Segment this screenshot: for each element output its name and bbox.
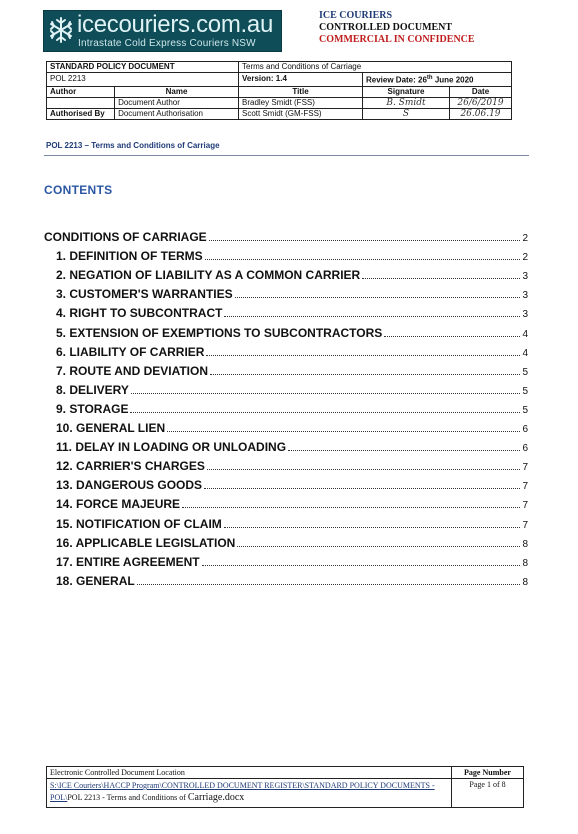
confidentiality-label: COMMERCIAL IN CONFIDENCE — [319, 34, 475, 45]
toc-entry[interactable] — [56, 573, 528, 588]
footer-table — [46, 766, 524, 808]
toc-entry-title: 4. RIGHT TO SUBCONTRACT — [56, 306, 223, 321]
toc-leader-dots — [131, 393, 521, 394]
toc-leader-dots — [209, 240, 521, 241]
toc-entry-title: 3. CUSTOMER'S WARRANTIES — [56, 287, 233, 302]
row2-role: Authorised By — [47, 108, 115, 119]
toc-leader-dots — [206, 355, 520, 356]
toc-entry-page: 7 — [522, 462, 528, 474]
toc-entry[interactable] — [56, 554, 528, 569]
toc-leader-dots — [204, 488, 520, 489]
toc-entry-title: 10. GENERAL LIEN — [56, 421, 166, 435]
row1-title: Bradley Smidt (FSS) — [239, 97, 363, 108]
toc-entry[interactable] — [56, 382, 528, 397]
toc-entry[interactable] — [44, 229, 528, 244]
toc-leader-dots — [167, 431, 520, 432]
doc-code-cell: POL 2213 — [47, 73, 239, 87]
logo-brand-text: icecouriers.com.au — [77, 11, 274, 38]
toc-entry-page: 7 — [522, 481, 528, 493]
toc-leader-dots — [224, 316, 520, 317]
toc-entry-page: 4 — [522, 328, 528, 340]
toc-entry-page: 8 — [522, 557, 528, 569]
toc-entry-page: 5 — [522, 404, 528, 416]
toc-entry[interactable] — [56, 401, 528, 416]
toc-entry-title: 7. ROUTE AND DEVIATION — [56, 363, 209, 378]
toc-entry-page: 6 — [522, 424, 528, 435]
row2-signature: S — [363, 108, 450, 119]
footer-page-number-label: Page Number — [452, 767, 524, 779]
toc-entry[interactable] — [56, 286, 528, 301]
review-date-ordinal: th — [426, 75, 433, 81]
col-signature: Signature — [363, 86, 450, 97]
toc-entry[interactable] — [56, 496, 528, 511]
document-classification: CONTROLLED DOCUMENT — [319, 22, 453, 33]
toc-entry-title: 16. APPLICABLE LEGISLATION — [56, 535, 236, 550]
toc-entry-page: 3 — [522, 271, 528, 283]
footer-location-label: Electronic Controlled Document Location — [47, 767, 452, 779]
version-cell: Version: 1.4 — [239, 73, 363, 87]
toc-entry[interactable] — [56, 535, 528, 550]
toc-leader-dots — [182, 507, 520, 508]
toc-leader-dots — [202, 565, 521, 566]
row1-date: 26/6/2019 — [450, 97, 512, 108]
toc-leader-dots — [205, 259, 521, 260]
document-path-link[interactable]: S:\ICE Couriers\HACCP Program\CONTROLLED DOCUMENT REGISTER\STANDARD POLICY DOCUMENTS - POL\ — [50, 781, 435, 802]
toc-entry-title: 18. GENERAL — [56, 573, 135, 588]
row1-name: Document Author — [115, 97, 239, 108]
toc-entry-page: 6 — [522, 443, 528, 455]
toc-entry[interactable] — [56, 248, 528, 263]
toc-entry-title: 14. FORCE MAJEURE — [56, 497, 181, 512]
toc-entry-title: 8. DELIVERY — [56, 382, 129, 397]
toc-entry-page: 7 — [522, 500, 528, 512]
toc-entry[interactable] — [56, 325, 528, 340]
company-name: ICE COURIERS — [319, 10, 393, 21]
toc-entry[interactable] — [56, 477, 528, 492]
document-file-suffix: Carriage.docx — [187, 792, 245, 803]
col-title: Title — [239, 86, 363, 97]
toc-leader-dots — [130, 412, 520, 413]
toc-entry-title: 17. ENTIRE AGREEMENT — [56, 554, 200, 569]
toc-entry-page: 7 — [522, 519, 528, 531]
running-header: POL 2213 – Terms and Conditions of Carriage — [46, 141, 220, 150]
toc-leader-dots — [362, 278, 520, 279]
toc-leader-dots — [288, 450, 520, 451]
toc-entry[interactable] — [56, 305, 528, 320]
toc-entry[interactable] — [56, 363, 528, 378]
toc-entry-page: 5 — [522, 366, 528, 378]
toc-entry-page: 5 — [522, 385, 528, 397]
col-author: Author — [47, 86, 115, 97]
toc-entry[interactable] — [56, 267, 528, 282]
doc-title-cell: Terms and Conditions of Carriage — [239, 62, 512, 73]
toc-entry-page: 2 — [522, 233, 528, 244]
toc-leader-dots — [207, 469, 521, 470]
toc-entry-page: 2 — [522, 252, 528, 264]
doc-type-cell: STANDARD POLICY DOCUMENT — [47, 62, 239, 73]
toc-entry-title: 1. DEFINITION OF TERMS — [56, 249, 203, 264]
review-date-prefix: Review Date: 26 — [366, 75, 427, 85]
toc-entry-page: 8 — [522, 576, 528, 588]
toc-entry-title: 5. EXTENSION OF EXEMPTIONS TO SUBCONTRACTORS — [56, 325, 383, 340]
toc-leader-dots — [384, 336, 520, 337]
toc-entry-page: 3 — [522, 309, 528, 321]
row2-title: Scott Smidt (GM-FSS) — [239, 108, 363, 119]
toc-entry-title: 12. CARRIER'S CHARGES — [56, 459, 205, 474]
toc-entry-title: 2. NEGATION OF LIABILITY AS A COMMON CARRIER — [56, 268, 361, 283]
toc-leader-dots — [137, 584, 521, 585]
contents-heading: CONTENTS — [44, 183, 113, 197]
toc-leader-dots — [224, 527, 521, 528]
toc-entry-page: 4 — [522, 347, 528, 359]
footer-page-number: Page 1 of 8 — [452, 779, 524, 808]
review-date-suffix: June 2020 — [432, 75, 474, 85]
toc-entry[interactable] — [56, 344, 528, 359]
toc-entry[interactable] — [56, 420, 528, 435]
toc-leader-dots — [237, 546, 520, 547]
toc-entry-title: 11. DELAY IN LOADING OR UNLOADING — [56, 440, 287, 455]
toc-entry-title: 6. LIABILITY OF CARRIER — [56, 344, 205, 359]
toc-leader-dots — [235, 297, 521, 298]
toc-entry-title: 9. STORAGE — [56, 401, 129, 416]
document-file-prefix: POL 2213 - Terms and Conditions of — [67, 793, 188, 802]
row1-signature: B. Smidt — [363, 97, 450, 108]
toc-entry-title: CONDITIONS OF CARRIAGE — [44, 230, 207, 244]
toc-entry-title: 15. NOTIFICATION OF CLAIM — [56, 516, 222, 531]
toc-entry-page: 3 — [522, 290, 528, 302]
row2-name: Document Authorisation — [115, 108, 239, 119]
toc-leader-dots — [210, 374, 520, 375]
row2-date: 26.06.19 — [450, 108, 512, 119]
col-name: Name — [115, 86, 239, 97]
toc-entry-title: 13. DANGEROUS GOODS — [56, 478, 203, 493]
toc-entry[interactable] — [56, 458, 528, 473]
col-date: Date — [450, 86, 512, 97]
toc-entry-page: 8 — [522, 538, 528, 550]
logo-tagline: Intrastate Cold Express Couriers NSW — [78, 38, 256, 49]
toc-entry[interactable] — [56, 439, 528, 454]
footer-path-cell — [47, 779, 452, 808]
toc-entry[interactable] — [56, 516, 528, 531]
